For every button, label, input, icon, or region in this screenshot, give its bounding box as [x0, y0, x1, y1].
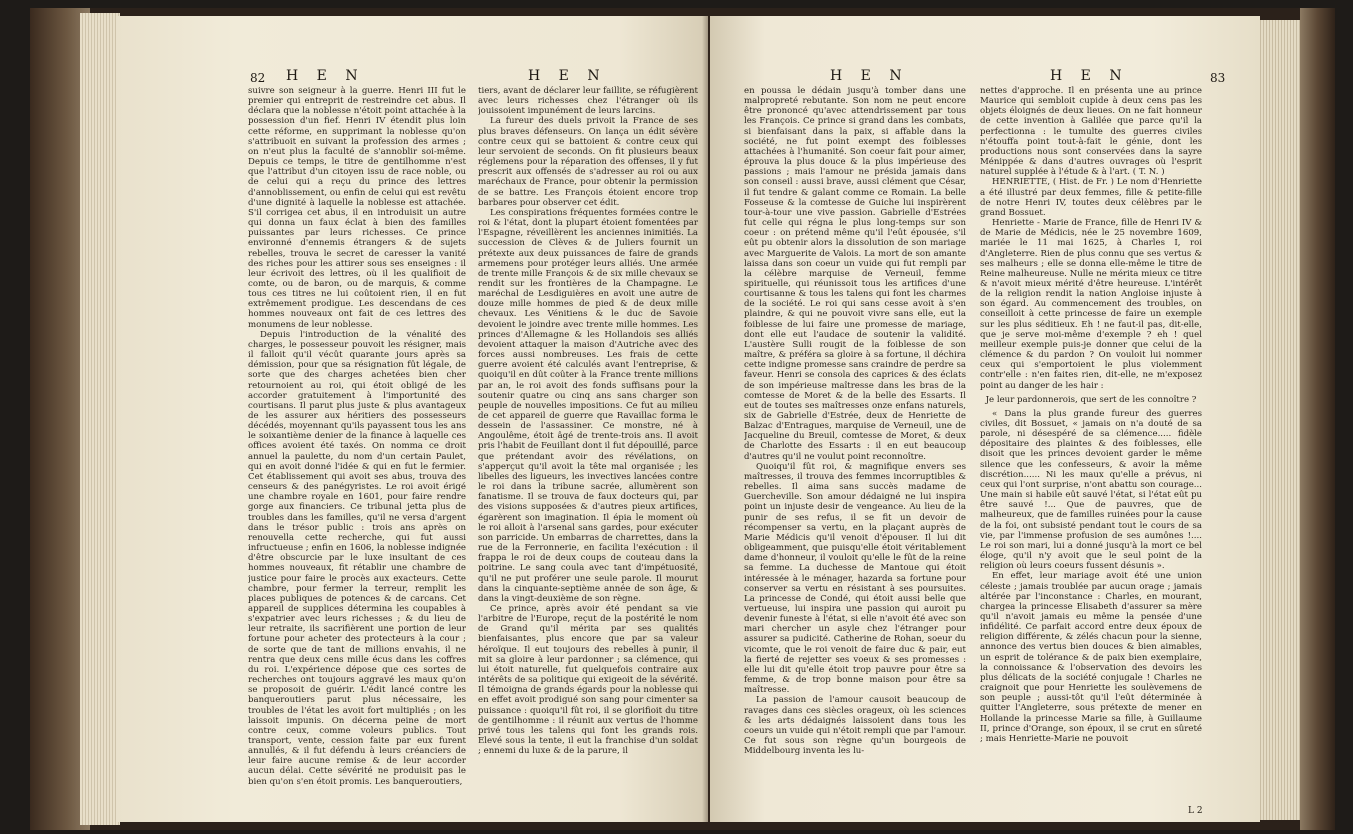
paragraph: Henriette - Marie de France, fille de Henri IV & de Marie de Médicis, née le 25 novembre 1609, mariée le 11 mai 1625, à Charles I, roi d'Angleterre. Rien de plus connu que ses vertus & ses malheurs ; elle se donna elle-même le titre de Reine malheureuse. Nulle ne mérita mieux ce titre & n'avoit mieux mérité d'être heureuse. L'intérêt de la religion rendit la nation Angloise injuste à son égard. Au commencement des troubles, on conseilloit à cette princesse de faire un exemple sur les plus séditieux. Eh ! ne faut-il pas, dit-elle, que je serve moi-même d'exemple ? eh ! quel meilleur exemple puis-je donner que celui de la clémence & du pardon ? On vouloit lui nommer ceux qui s'emportoient le plus violemment contr'elle : n'en faites rien, dit-elle, ne m'exposez point au danger de les hair :: [980, 218, 1202, 391]
running-head-right: H E N: [1050, 68, 1129, 84]
paragraph: HENRIETTE, ( Hist. de Fr. ) Le nom d'Henriette a été illustré par deux femmes, fille & petite-fille de notre Henri IV, toutes deux célèbres par le grand Bossuet.: [980, 177, 1202, 218]
page-number: 83: [1210, 71, 1226, 85]
page-number: 82: [250, 71, 266, 85]
paragraph: La passion de l'amour causoit beaucoup de ravages dans ces siècles orageux, où les sciences & les arts dédaignés laissoient dans tous les coeurs un vuide qui n'étoit rempli que par l'amour. Ce fut sous son règne qu'un bourgeois de Middelbourg inventa les lu-: [744, 695, 966, 757]
paragraph: nettes d'approche. Il en présenta une au prince Maurice qui sembloit cupide à deux cens pas les objets éloignés de deux lieues. On ne fait honneur de cette invention à Galilée que parce qu'il la perfectionna : le tumulte des guerres civiles n'étouffa point tout-à-fait le génie, dont les productions nous sont conservées dans la sayre Ménippée & dans d'autres ouvrages où l'esprit naturel supplée à l'étude & à l'art. ( T. N. ): [980, 86, 1202, 178]
paragraph: en poussa le dédain jusqu'à tomber dans une malpropreté rebutante. Son nom ne peut encore être prononcé qu'avec attendrissement par tous les François. Ce prince si grand dans les combats, si bienfaisant dans la paix, si affable dans la société, ne fut point exempt des foiblesses attachées à l'humanité. Son coeur fait pour aimer, éprouva la plus douce & la plus impérieuse des passions ; mais l'amour ne présida jamais dans son conseil : aussi brave, aussi clément que César, il fut tendre & galant comme ce Romain. La belle Fosseuse & la comtesse de Guiche lui inspirèrent tour-à-tour une vive passion. Gabrielle d'Estrées fut celle qui régna le plus long-temps sur son coeur : on prétend même qu'il l'eût épousée, s'il eût pu obtenir alors la dissolution de son mariage avec Marguerite de Valois. La mort de son amante laissa dans son coeur un vuide qui fut rempli par la célèbre marquise de Verneuil, femme spirituelle, qui réunissoit tous les artifices d'une courtisanne & tous les talens qui font les charmes de la société. Le roi qui sans cesse avoit à s'en plaindre, & qui ne pouvoit vivre sans elle, eut la foiblesse de lui faire une promesse de mariage, dont elle eut l'audace de soutenir la validité. L'austère Sulli rougit de la foiblesse de son maître, & préféra sa gloire à sa fortune, il déchira cette indigne promesse sans craindre de perdre sa faveur. Henri se consola des caprices & des éclats de son impérieuse maîtresse dans les bras de la comtesse de Moret & de la belle des Essarts. Il eut de toutes ses maîtresses onze enfans naturels, six de Gabrielle d'Estrée, deux de Henriette de Balzac d'Entragues, marquise de Verneuil, une de Jacqueline du Breuil, comtesse de Moret, & deux de Charlotte des Essarts : il en eut beaucoup d'autres qu'il ne voulut point reconnoître.: [744, 86, 966, 462]
paragraph: tiers, avant de déclarer leur faillite, se réfugièrent avec leurs richesses chez l'étranger où ils jouissoient impunément de leurs larcins.: [478, 86, 698, 117]
paragraph: En effet, leur mariage avoit été une union céleste ; jamais troublée par aucun orage ; jamais altérée par l'inconstance : Charles, en mourant, chargea la princesse Elisabeth d'assurer sa mère qu'il n'avoit jamais eu même la pensée d'une infidélité. Ce parfait accord entre deux époux de religion différente, & zélés chacun pour la sienne, annonce des vertus bien douces & bien aimables, un esprit de tolérance & de paix bien exemplaire, la connoissance & l'observation des devoirs les plus délicats de la société conjugale ! Charles ne craignoit que pour Henriette les soulèvemens de son peuple ; aussi-tôt qu'il l'eût déterminée à quitter l'Angleterre, sous prétexte de mener en Hollande la princesse Marie sa fille, à Guillaume II, prince d'Orange, son époux, il se crut en sûreté ; mais Henriette-Marie ne pouvoit: [980, 571, 1202, 744]
text-column-1: [744, 86, 966, 814]
right-page: [710, 16, 1260, 822]
book-spine-right: [1300, 8, 1335, 830]
paragraph: La fureur des duels privoit la France de ses plus braves défenseurs. On lança un édit sévère contre ceux qui se battoient & contre ceux qui leur servoient de seconds. On fit plusieurs beaux réglemens pour la réparation des offenses, il y fut prescrit aux offensés de s'adresser au roi ou aux maréchaux de France, pour obtenir la permission de se battre. Les François étoient encore trop barbares pour observer cet édit.: [478, 116, 698, 208]
running-head-right: H E N: [528, 68, 607, 84]
text-column-2: [980, 86, 1202, 808]
running-head-left: H E N: [286, 68, 365, 84]
book: [30, 8, 1335, 830]
signature-mark: L 2: [1188, 806, 1203, 816]
paragraph: « Dans la plus grande fureur des guerres civiles, dit Bossuet, « jamais on n'a douté de sa parole, ni désespéré de sa clémence..... fidèle dépositaire des plaintes & des foiblesses, elle disoit que les princes devoient garder le même silence que les confesseurs, & avoir la même discrétion...... Ni les maux qu'elle a prévus, ni ceux qui l'ont surprise, n'ont abattu son courage... Une main si habile eût sauvé l'état, si l'état eût pu être sauvé !... Que de pauvres, que de malheureux, que de familles ruinées pour la cause de la foi, ont subsisté pendant tout le cours de sa vie, par l'immense profusion de ses aumônes !.... Le roi son mari, lui a donné jusqu'à la mort ce bel éloge, qu'il n'y avoit que le seul point de la religion où leurs coeurs fussent désunis ».: [980, 408, 1202, 572]
left-page: [116, 16, 708, 822]
text-column-1: [248, 86, 466, 814]
paragraph: suivre son seigneur à la guerre. Henri III fut le premier qui entreprit de restreindre cet abus. Il déclara que la noblesse n'étoit point attachée à la possession d'un fief. Henri IV étendit plus loin cette réforme, en supprimant la noblesse qu'on s'attribuoit en suivant la profession des armes ; on n'eut plus la faculté de s'annoblir soi-même. Depuis ce temps, le titre de gentilhomme n'est que l'attribut d'un citoyen issu de race noble, ou de celui qui a reçu du prince des lettres d'annoblissement, ou enfin de celui qui est revêtu d'une dignité à laquelle la noblesse est attachée. S'il corrigea cet abus, il en introduisit un autre qui donna un faux éclat à bien des familles puissantes par leurs richesses. Ce prince environné d'ennemis étrangers & de sujets rebelles, trouva le secret de caresser la vanité des riches pour les attirer sous ses enseignes : il leur écrivoit des lettres, où il les qualifioit de comte, ou de baron, ou de marquis, & comme tous ces titres ne lui coûtoient rien, il en fut extrêmement prodigue. Les descendans de ces hommes nouveaux ont fait de ces lettres des monumens de leur noblesse.: [248, 86, 466, 330]
quoted-verse: Je leur pardonnerois, que sert de les connoître ?: [985, 394, 1197, 405]
text-column-2: [478, 86, 698, 814]
paragraph: Les conspirations fréquentes formées contre le roi & l'état, dont la plupart étoient fomentées par l'Espagne, réveillèrent les anciennes inimitiés. La succession de Clèves & de Juliers fournit un prétexte aux deux puissances de faire de grands armemens pour protéger leurs alliés. Une armée de trente mille François & de six mille chevaux se rendit sur les frontières de la Champagne. Le maréchal de Lesdiguières en avoit une autre de douze mille hommes de pied & de deux mille chevaux. Les Vénitiens & le duc de Savoie devoient le joindre avec trente mille hommes. Les princes d'Allemagne & les Hollandois ses alliés devoient attaquer la maison d'Autriche avec des forces aussi nombreuses. Les frais de cette guerre avoient été calculés avant l'entreprise, & quoiqu'il en dût coûter à la France trente millions par an, le roi avoit des fonds suffisans pour la soutenir quatre ou cinq ans sans charger son peuple de nouvelles impositions. Ce fut au milieu de cet appareil de guerre que Ravaillac forma le dessein de l'assassiner. Ce monstre, né à Angoulême, étoit âgé de trente-trois ans. Il avoit pris l'habit de Feuillant dont il fut dépouillé, parce que prétendant avoir des révélations, on s'apperçut qu'il avoit la tête mal organisée ; les libelles des ligueurs, les invectives lancées contre le roi dans la tribune sacrée, allumèrent son fanatisme. Il se trouva de faux docteurs qui, par des visions supposées & d'autres pieux artifices, égarèrent son imagination. Il épia le moment où le roi alloit à l'arsenal sans gardes, pour exécuter son parricide. Un embarras de charrettes, dans la rue de la Ferronnerie, en facilita l'exécution : il frappa le roi de deux coups de couteau dans la poitrine. Le sang coula avec tant d'impétuosité, qu'il ne put proférer une seule parole. Il mourut dans la cinquante-septième année de son âge, & dans la vingt-deuxième de son règne.: [478, 207, 698, 604]
paragraph: Quoiqu'il fût roi, & magnifique envers ses maîtresses, il trouva des femmes incorruptibles & rebelles. Il aima sans succès madame de Guercheville. Son amour dédaigné ne lui inspira point un injuste desir de vengeance. Au lieu de la punir de ses refus, il se fit un devoir de récompenser sa vertu, en la plaçant auprès de Marie Médicis qu'il venoit d'épouser. Il lui dit obligeamment, que puisqu'elle étoit véritablement dame d'honneur, il vouloit qu'elle le fût de la reine sa femme. La duchesse de Mantoue qui étoit intéressée à le ménager, hazarda sa fortune pour conserver sa vertu en résistant à ses poursuites. La princesse de Condé, qui étoit aussi belle que vertueuse, lui inspira une passion qui auroit pu devenir funeste à l'état, si elle n'avoit été avec son mari chercher un asyle chez l'étranger pour assurer sa pudicité. Catherine de Rohan, soeur du vicomte, que le roi venoit de faire duc & pair, eut la fierté de rejetter ses voeux & ses promesses : elle lui dit qu'elle étoit trop pauvre pour être sa femme, & de trop bonne maison pour être sa maîtresse.: [744, 461, 966, 696]
page-edges-left: [80, 13, 120, 825]
paragraph: Depuis l'introduction de la vénalité des charges, le possesseur pouvoit les résigner, mais il falloit qu'il vécût quarante jours après sa démission, pour que sa résignation fût légale, de sorte que des charges achetées bien cher retournoient au roi, qui étoit obligé de les accorder gratuitement à l'importunité des courtisans. Il parut plus juste & plus avantageux de les assurer aux héritiers des possesseurs décédés, moyennant qu'ils payassent tous les ans le soixantième denier de la finance à laquelle ces offices avoient été taxés. On nomma ce droit annuel la paulette, du nom d'un certain Paulet, qui en avoit donné l'idée & qui en fut le fermier. Cet établissement qui avoit ses abus, trouva des censeurs & des panégyristes. Le roi avoit érigé une chambre royale en 1601, pour faire rendre gorge aux financiers. Ce tribunal jetta plus de troubles dans les familles, qu'il ne versa d'argent dans le trésor public : trois ans après on renouvella cette recherche, qui fut aussi infructueuse ; enfin en 1606, la noblesse indignée d'être obscurcie par le luxe insultant de ces hommes nouveaux, fit rétablir une chambre de justice pour faire le procès aux exacteurs. Cette chambre, pour fermer la terreur, remplit les places publiques de potences & de carcans. Cet appareil de supplices détermina les coupables à s'expatrier avec leurs richesses ; & du lieu de leur retraite, ils sacrifièrent une portion de leur fortune pour acheter des protecteurs à la cour ; de sorte que de tant de millions envahis, il ne rentra que deux cens mille écus dans les coffres du roi. L'expérience dépose que ces sortes de recherches ont toujours aggravé les maux qu'on se proposoit de guérir. L'édit lancé contre les banqueroutiers parut plus nécessaire, les troubles de l'état les avoit fort multipliés ; on les laissoit impunis. On décerna peine de mort contre ceux, comme voleurs publics. Tout transport, vente, cession faite par eux furent annullés, & il fut défendu à leurs créanciers de leur faire aucune remise & de leur accorder aucun délai. Cette sévérité ne produisit pas le bien qu'on s'en étoit promis. Les banqueroutiers,: [248, 329, 466, 787]
page-edges-right: [1258, 20, 1303, 820]
running-head-left: H E N: [830, 68, 909, 84]
paragraph: Ce prince, après avoir été pendant sa vie l'arbitre de l'Europe, reçut de la postérité le nom de Grand qu'il mérita par ses qualités bienfaisantes, plus encore que par sa valeur héroïque. Il eut toujours des rebelles à punir, il mit sa gloire à leur pardonner ; sa clémence, qui lui étoit naturelle, fut quelquefois contraire aux intérêts de sa politique qui exigeoit de la sévérité. Il témoigna de grands égards pour la noblesse qui en effet avoit prodigué son sang pour cimenter sa puissance : quoiqu'il fût roi, il se glorifioit du titre de gentilhomme : il réunit aux vertus de l'homme privé tous les talens qui font les grands rois. Elevé sous la tente, il eut la franchise d'un soldat ; ennemi du luxe & de la parure, il: [478, 603, 698, 757]
